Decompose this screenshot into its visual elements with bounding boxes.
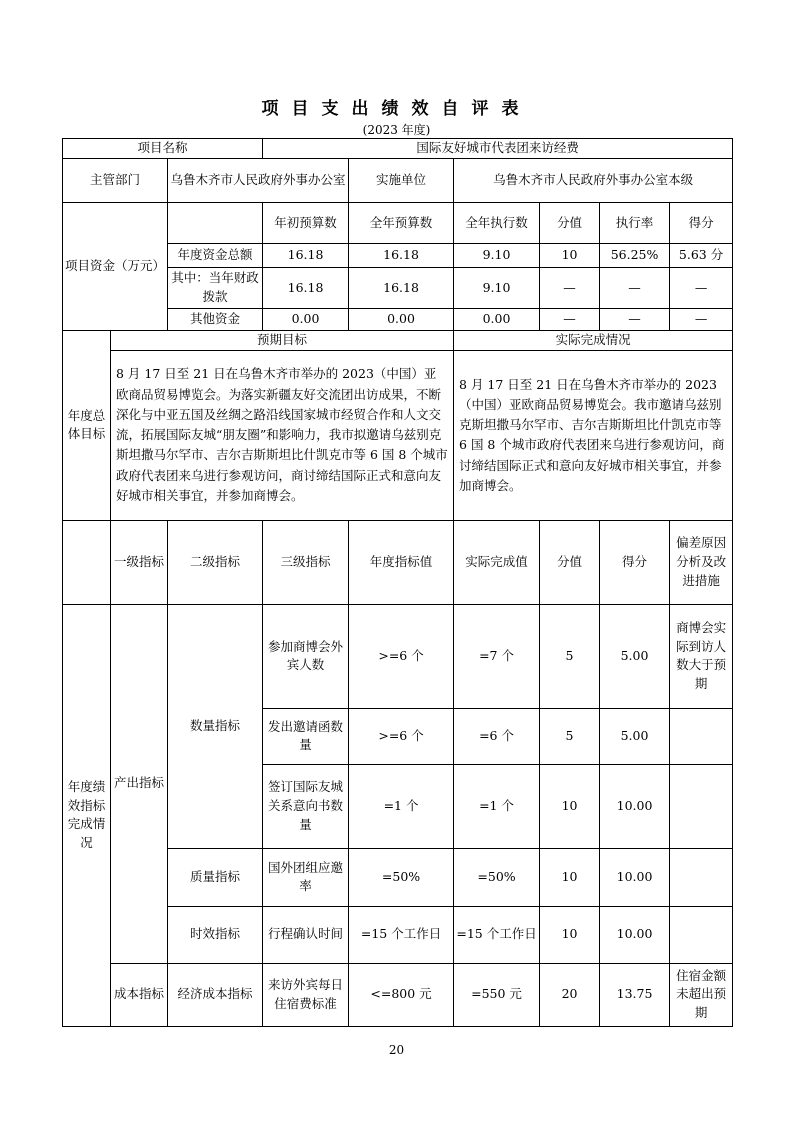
project-name-value: 国际友好城市代表团来访经费 xyxy=(263,139,733,159)
funds-cell: — xyxy=(540,268,600,309)
indicator-header-cell: 偏差原因分析及改进措施 xyxy=(670,520,733,604)
indicator-score: 13.75 xyxy=(600,963,670,1026)
level2-label: 时效指标 xyxy=(168,906,263,963)
indicator-name: 参加商博会外宾人数 xyxy=(263,604,349,708)
indicator-header-cell: 一级指标 xyxy=(111,520,168,604)
indicator-actual: =15 个工作日 xyxy=(454,906,540,963)
funds-cell: 16.18 xyxy=(263,244,349,268)
indicator-header-cell: 三级指标 xyxy=(263,520,349,604)
funds-row-label: 其中：当年财政拨款 xyxy=(168,268,263,309)
funds-label: 项目资金（万元） xyxy=(63,203,168,331)
indicator-name: 行程确认时间 xyxy=(263,906,349,963)
indicator-target: <=800 元 xyxy=(349,963,454,1026)
funds-header-cell: 全年预算数 xyxy=(349,203,454,244)
funds-header-blank xyxy=(168,203,263,244)
level2-label: 质量指标 xyxy=(168,848,263,906)
funds-cell: 0.00 xyxy=(263,309,349,331)
funds-cell: — xyxy=(600,309,670,331)
actual-result-text: 8 月 17 日至 21 日在乌鲁木齐市举办的 2023（中国）亚欧商品贸易博览会。我市邀请乌兹别克斯坦撒马尔罕市、吉尔吉斯斯坦比什凯克市等 6 国 8 个城市政府代表团来乌进行参观访问，商讨缔结国际正式和意向友好城市相关事宜，并参加商博会。 xyxy=(454,350,733,520)
indicator-score-value: 10 xyxy=(540,764,600,848)
funds-cell: 56.25% xyxy=(600,244,670,268)
funds-row-label: 其他资金 xyxy=(168,309,263,331)
performance-section-label: 年度绩效指标完成情况 xyxy=(63,604,111,1026)
impl-label: 实施单位 xyxy=(349,159,454,203)
funds-row-label: 年度资金总额 xyxy=(168,244,263,268)
indicator-target: =1 个 xyxy=(349,764,454,848)
indicator-score-value: 20 xyxy=(540,963,600,1026)
funds-header-cell: 分值 xyxy=(540,203,600,244)
indicator-score: 10.00 xyxy=(600,764,670,848)
funds-header-cell: 得分 xyxy=(670,203,733,244)
indicator-name: 签订国际友城关系意向书数量 xyxy=(263,764,349,848)
funds-cell: 9.10 xyxy=(454,244,540,268)
indicator-note xyxy=(670,848,733,906)
indicator-target: >=6 个 xyxy=(349,708,454,764)
funds-cell: 16.18 xyxy=(349,244,454,268)
indicator-note xyxy=(670,708,733,764)
indicator-note xyxy=(670,906,733,963)
actual-result-header: 实际完成情况 xyxy=(454,331,733,351)
indicator-target: =15 个工作日 xyxy=(349,906,454,963)
expected-goal-header: 预期目标 xyxy=(111,331,454,351)
funds-cell: — xyxy=(670,268,733,309)
indicator-header-cell: 年度指标值 xyxy=(349,520,454,604)
indicator-note: 住宿金额未超出预期 xyxy=(670,963,733,1026)
indicator-actual: =50% xyxy=(454,848,540,906)
funds-cell: 16.18 xyxy=(263,268,349,309)
indicator-header-cell: 二级指标 xyxy=(168,520,263,604)
dept-value: 乌鲁木齐市人民政府外事办公室 xyxy=(168,159,349,203)
indicator-score: 5.00 xyxy=(600,708,670,764)
funds-cell: — xyxy=(540,309,600,331)
funds-header-cell: 执行率 xyxy=(600,203,670,244)
indicator-header-blank xyxy=(63,520,111,604)
indicator-score-value: 10 xyxy=(540,848,600,906)
expected-goal-text: 8 月 17 日至 21 日在乌鲁木齐市举办的 2023（中国）亚欧商品贸易博览会。为落实新疆友好交流团出访成果，不断深化与中亚五国及丝绸之路沿线国家城市经贸合作和人文交流，拓展国际友城“朋友圈”和影响力，我市拟邀请乌兹别克斯坦撒马尔罕市、吉尔吉斯斯坦比什凯克市等 6 国 8 个城市政府代表团来乌进行参观访问，商讨缔结国际正式和意向友好城市相关事宜，并参加商博会。 xyxy=(111,350,454,520)
year-subtitle: (2023 年度) xyxy=(362,123,431,137)
indicator-target: =50% xyxy=(349,848,454,906)
funds-cell: 0.00 xyxy=(349,309,454,331)
level2-label: 数量指标 xyxy=(168,604,263,848)
funds-cell: 16.18 xyxy=(349,268,454,309)
indicator-name: 发出邀请函数量 xyxy=(263,708,349,764)
funds-cell: — xyxy=(670,309,733,331)
indicator-name: 来访外宾每日住宿费标准 xyxy=(263,963,349,1026)
indicator-score-value: 10 xyxy=(540,906,600,963)
level1-label: 成本指标 xyxy=(111,963,168,1026)
goals-label: 年度总体目标 xyxy=(63,331,111,521)
funds-cell: 0.00 xyxy=(454,309,540,331)
level1-label: 产出指标 xyxy=(111,604,168,963)
page-title: 项目支出绩效自评表 xyxy=(261,99,532,119)
impl-value: 乌鲁木齐市人民政府外事办公室本级 xyxy=(454,159,733,203)
indicator-header-cell: 实际完成值 xyxy=(454,520,540,604)
indicator-actual: =6 个 xyxy=(454,708,540,764)
funds-cell: 5.63 分 xyxy=(670,244,733,268)
indicator-target: >=6 个 xyxy=(349,604,454,708)
indicator-actual: =1 个 xyxy=(454,764,540,848)
evaluation-table xyxy=(62,138,733,1027)
project-name-label: 项目名称 xyxy=(63,139,263,159)
funds-header-cell: 全年执行数 xyxy=(454,203,540,244)
indicator-header-cell: 得分 xyxy=(600,520,670,604)
indicator-actual: =7 个 xyxy=(454,604,540,708)
indicator-note xyxy=(670,764,733,848)
funds-cell: — xyxy=(600,268,670,309)
indicator-score-value: 5 xyxy=(540,604,600,708)
indicator-header-cell: 分值 xyxy=(540,520,600,604)
indicator-score: 10.00 xyxy=(600,848,670,906)
dept-label: 主管部门 xyxy=(63,159,168,203)
indicator-score: 5.00 xyxy=(600,604,670,708)
indicator-actual: =550 元 xyxy=(454,963,540,1026)
indicator-score-value: 5 xyxy=(540,708,600,764)
level2-label: 经济成本指标 xyxy=(168,963,263,1026)
indicator-score: 10.00 xyxy=(600,906,670,963)
indicator-name: 国外团组应邀率 xyxy=(263,848,349,906)
page-number: 20 xyxy=(388,1043,405,1057)
funds-cell: 9.10 xyxy=(454,268,540,309)
funds-cell: 10 xyxy=(540,244,600,268)
indicator-note: 商博会实际到访人数大于预期 xyxy=(670,604,733,708)
funds-header-cell: 年初预算数 xyxy=(263,203,349,244)
